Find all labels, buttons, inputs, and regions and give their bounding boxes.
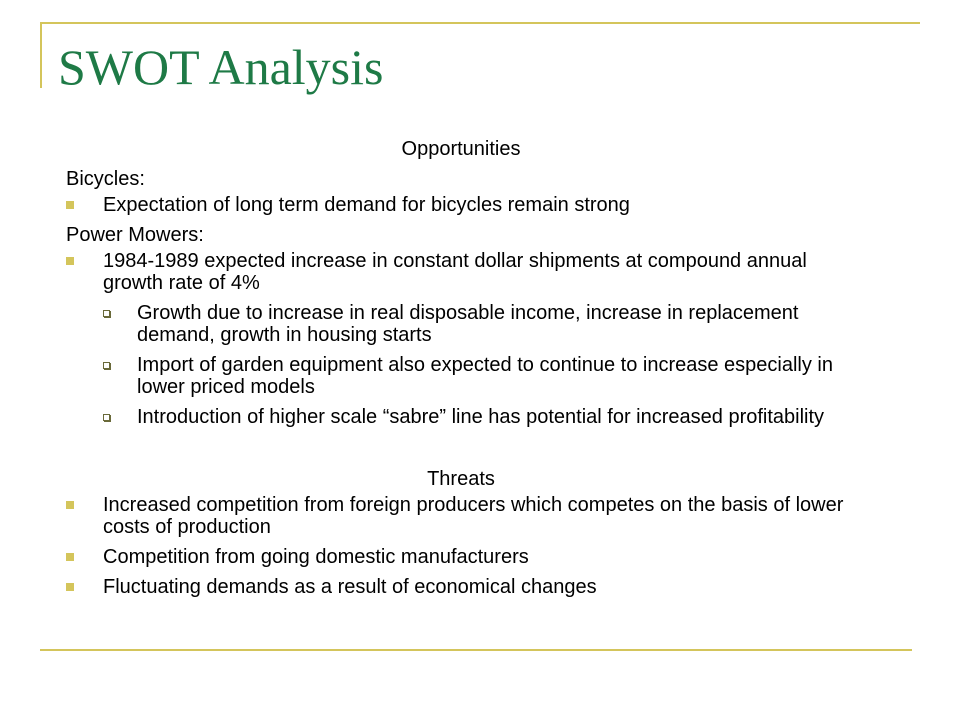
list-item — [66, 494, 856, 538]
sub-list-item-text: Introduction of higher scale “sabre” line has potential for increased profitability — [137, 406, 825, 428]
sub-list-item-text: Growth due to increase in real disposable income, increase in replacement demand, growth in housing starts — [137, 302, 799, 346]
slide-title: SWOT Analysis — [58, 39, 384, 95]
list-item-text: Competition from going domestic manufacturers — [103, 546, 529, 568]
square-bullet-icon — [66, 501, 74, 509]
list-item-text: 1984-1989 expected increase in constant dollar shipments at compound annual growth rate of 4% — [103, 250, 807, 294]
list-item — [66, 250, 856, 294]
power-mowers-label: Power Mowers: — [66, 224, 204, 246]
bicycles-label: Bicycles: — [66, 168, 145, 190]
sub-list-item — [66, 354, 856, 398]
square-bullet-icon — [66, 553, 74, 561]
list-item-text: Increased competition from foreign producers which competes on the basis of lower costs of production — [103, 494, 844, 538]
bottom-divider-line — [40, 649, 912, 651]
hollow-square-bullet-icon — [103, 362, 110, 369]
list-item — [66, 546, 856, 568]
opportunities-heading: Opportunities — [401, 138, 521, 160]
list-item — [66, 576, 856, 598]
square-bullet-icon — [66, 583, 74, 591]
sub-list-item-text: Import of garden equipment also expected to continue to increase especially in lower priced models — [137, 354, 833, 398]
slide-body — [66, 134, 856, 606]
left-divider-line — [40, 22, 42, 88]
section-spacer — [66, 436, 856, 464]
list-item — [66, 194, 856, 216]
top-divider-line — [40, 22, 920, 24]
square-bullet-icon — [66, 201, 74, 209]
list-item-text: Fluctuating demands as a result of economical changes — [103, 576, 597, 598]
hollow-square-bullet-icon — [103, 310, 110, 317]
threats-heading: Threats — [427, 468, 495, 490]
list-item-text: Expectation of long term demand for bicycles remain strong — [103, 194, 630, 216]
hollow-square-bullet-icon — [103, 414, 110, 421]
sub-list-item — [66, 302, 856, 346]
square-bullet-icon — [66, 257, 74, 265]
sub-list-item — [66, 406, 856, 428]
